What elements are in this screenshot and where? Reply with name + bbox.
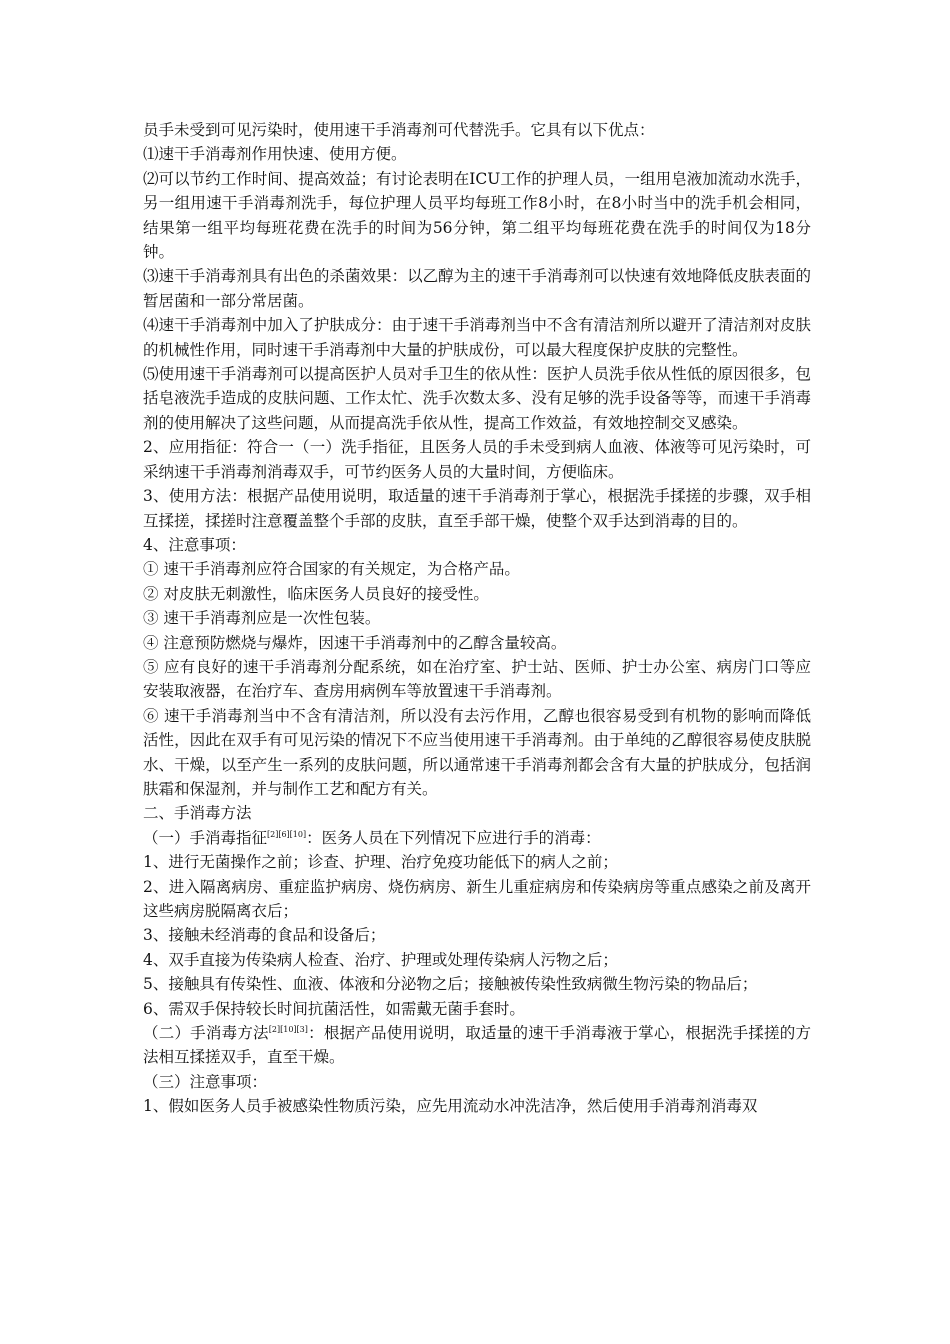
- list-item: ③ 速干手消毒剂应是一次性包装。: [143, 609, 381, 628]
- list-item: ① 速干手消毒剂应符合国家的有关规定，为合格产品。: [143, 560, 520, 579]
- list-item: ④ 注意预防燃烧与爆炸，因速干手消毒剂中的乙醇含量较高。: [143, 633, 567, 652]
- list-item: 2、进入隔离病房、重症监护病房、烧伤病房、新生儿重症病房和传染病房等重点感染之前及离开这些病房脱隔离衣后；: [143, 877, 811, 920]
- citation-ref: [2][10][3]: [268, 1024, 308, 1034]
- citation-ref: [2][6][10]: [267, 829, 307, 839]
- list-item: ⑥ 速干手消毒剂当中不含有清洁剂，所以没有去污作用，乙醇也很容易受到有机物的影响而降低活性，因此在双手有可见污染的情况下不应当使用速干手消毒剂。由于单纯的乙醇很容易使皮肤脱水、干燥，以至产生一系列的皮肤问题，所以通常速干手消毒剂都会含有大量的护肤成分，包括润肤霜和保湿剂，并与制作工艺和配方有关。: [143, 706, 811, 798]
- list-item: ⑷速干手消毒剂中加入了护肤成分：由于速干手消毒剂当中不含有清洁剂所以避开了清洁剂对皮肤的机械性作用，同时速干手消毒剂中大量的护肤成份，可以最大程度保护皮肤的完整性。: [143, 316, 811, 359]
- subheading: （三）注意事项：: [143, 1072, 268, 1091]
- section-heading: 二、手消毒方法: [143, 804, 252, 823]
- subheading-text: （一）手消毒指征: [143, 828, 268, 847]
- list-item: 6、需双手保持较长时间抗菌活性，如需戴无菌手套时。: [143, 999, 525, 1018]
- paragraph-with-citation: [143, 1021, 811, 1070]
- paragraph-with-citation: [143, 826, 811, 850]
- paragraph-text: ：根据产品使用说明，取适量的速干手消毒液于掌心，根据洗手揉搓的方法相互揉搓双手，直至干燥。: [143, 1024, 811, 1067]
- subheading-text: （二）手消毒方法: [143, 1024, 269, 1043]
- list-item: ⑸使用速干手消毒剂可以提高医护人员对手卫生的依从性：医护人员洗手依从性低的原因很多，包括皂液洗手造成的皮肤问题、工作太忙、洗手次数太多、没有足够的洗手设备等等，而速干手消毒剂的使用解决了这些问题，从而提高洗手依从性，提高工作效益，有效地控制交叉感染。: [143, 365, 811, 432]
- list-item: ⑤ 应有良好的速干手消毒剂分配系统，如在治疗室、护士站、医师、护士办公室、病房门口等应安装取液器，在治疗车、查房用病例车等放置速干手消毒剂。: [143, 657, 811, 701]
- list-item: 1、假如医务人员手被感染性物质污染，应先用流动水冲洗洁净，然后使用手消毒剂消毒双: [143, 1097, 758, 1116]
- list-item: ⑵可以节约工作时间、提高效益；有讨论表明在ICU工作的护理人员，一组用皂液加流动水洗手，另一组用速干手消毒剂洗手，每位护理人员平均每班工作8小时，在8小时当中的洗手机会相同，结果第一组平均每班花费在洗手的时间为56分钟，第二组平均每班花费在洗手的时间仅为18分钟。: [143, 169, 811, 262]
- list-item: 5、接触具有传染性、血液、体液和分泌物之后；接触被传染性致病微生物污染的物品后；: [143, 975, 758, 994]
- list-item: 4、双手直接为传染病人检查、治疗、护理或处理传染病人污物之后；: [143, 950, 618, 969]
- paragraph: 4、注意事项：: [143, 535, 246, 554]
- paragraph: 员手未受到可见污染时，使用速干手消毒剂可代替洗手。它具有以下优点：: [143, 121, 655, 139]
- list-item: ② 对皮肤无刺激性，临床医务人员良好的接受性。: [143, 584, 489, 603]
- paragraph: 3、使用方法：根据产品使用说明，取适量的速干手消毒剂于掌心，根据洗手揉搓的步骤，双手相互揉搓，揉搓时注意覆盖整个手部的皮肤，直至手部干燥，使整个双手达到消毒的目的。: [143, 487, 811, 530]
- list-item: ⑴速干手消毒剂作用快速、使用方便。: [143, 145, 407, 164]
- paragraph-text: ：医务人员在下列情况下应进行手的消毒：: [306, 828, 601, 847]
- paragraph: 2、应用指征：符合一（一）洗手指征，且医务人员的手未受到病人血液、体液等可见污染时，可采纳速干手消毒剂消毒双手，可节约医务人员的大量时间，方便临床。: [143, 438, 811, 481]
- document-body: [143, 118, 811, 1119]
- list-item: 3、接触未经消毒的食品和设备后；: [143, 926, 386, 945]
- list-item: 1、进行无菌操作之前；诊查、护理、治疗免疫功能低下的病人之前；: [143, 853, 618, 872]
- list-item: ⑶速干手消毒剂具有出色的杀菌效果：以乙醇为主的速干手消毒剂可以快速有效地降低皮肤表面的暂居菌和一部分常居菌。: [143, 267, 811, 310]
